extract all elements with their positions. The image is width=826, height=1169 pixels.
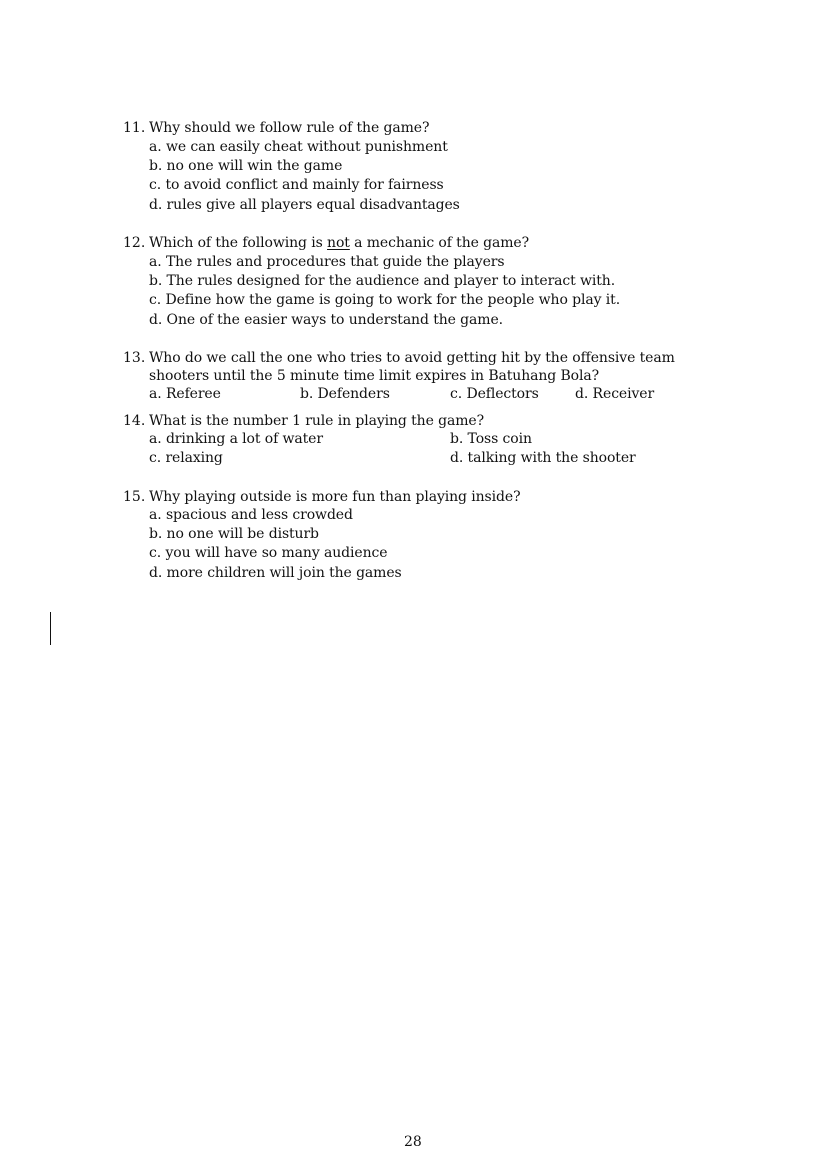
question-number: 15. bbox=[123, 489, 146, 505]
question-number: 14. bbox=[123, 413, 146, 429]
question-number: 13. bbox=[123, 350, 146, 366]
option-d: d. rules give all players equal disadvantages bbox=[149, 197, 460, 213]
option-d: d. One of the easier ways to understand the game. bbox=[149, 312, 503, 328]
question-text-line2: shooters until the 5 minute time limit expires in Batuhang Bola? bbox=[149, 368, 600, 384]
option-a: a. we can easily cheat without punishment bbox=[149, 139, 448, 155]
option-a: a. The rules and procedures that guide the players bbox=[149, 254, 505, 270]
option-a: a. drinking a lot of water bbox=[149, 431, 323, 447]
option-d: d. Receiver bbox=[575, 386, 655, 402]
question-text: Why playing outside is more fun than playing inside? bbox=[149, 489, 521, 505]
question-text-line1: Who do we call the one who tries to avoid getting hit by the offensive team bbox=[149, 350, 675, 366]
option-b: b. Toss coin bbox=[450, 431, 532, 447]
option-b: b. The rules designed for the audience and player to interact with. bbox=[149, 273, 616, 289]
question-number: 11. bbox=[123, 120, 146, 136]
page-number: 28 bbox=[404, 1134, 422, 1150]
margin-bar bbox=[50, 612, 51, 645]
option-b: b. no one will be disturb bbox=[149, 526, 319, 542]
option-d: d. talking with the shooter bbox=[450, 450, 636, 466]
option-b: b. Defenders bbox=[300, 386, 390, 402]
question-text bbox=[149, 234, 529, 253]
option-c: c. Deflectors bbox=[450, 386, 539, 402]
question-text-end: a mechanic of the game? bbox=[349, 235, 530, 251]
option-c: c. you will have so many audience bbox=[149, 545, 388, 561]
option-b: b. no one will win the game bbox=[149, 158, 343, 174]
option-d: d. more children will join the games bbox=[149, 565, 402, 581]
option-c: c. to avoid conflict and mainly for fairness bbox=[149, 177, 444, 193]
question-text: Why should we follow rule of the game? bbox=[149, 120, 430, 136]
option-a: a. Referee bbox=[149, 386, 221, 402]
question-text-start: Which of the following is bbox=[149, 235, 328, 251]
option-c: c. Define how the game is going to work for the people who play it. bbox=[149, 292, 621, 308]
emphasis-not: not bbox=[327, 235, 350, 251]
question-number: 12. bbox=[123, 235, 146, 251]
option-c: c. relaxing bbox=[149, 450, 223, 466]
option-a: a. spacious and less crowded bbox=[149, 507, 353, 523]
question-text: What is the number 1 rule in playing the game? bbox=[149, 413, 484, 429]
